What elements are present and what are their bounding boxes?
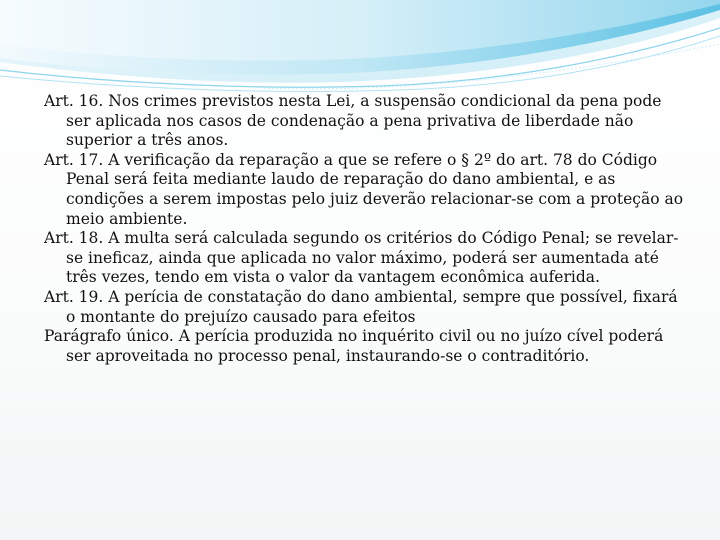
article-19-paragraph: Art. 19. A perícia de constatação do dano ambiental, sempre que possível, fixará o montante do prejuízo causado para efeitos — [44, 287, 678, 326]
paragrafo-unico-paragraph: Parágrafo único. A perícia produzida no inquérito civil ou no juízo cível poderá ser aproveitada no processo penal, instaurando-se o contraditório. — [44, 327, 664, 365]
article-16-paragraph: Art. 16. Nos crimes previstos nesta Lei, a suspensão condicional da pena pode ser aplicada nos casos de condenação a pena privativa de liberdade não superior a três anos. — [44, 92, 662, 150]
slide-body — [44, 92, 684, 366]
article-18-paragraph: Art. 18. A multa será calculada segundo os critérios do Código Penal; se revelar-se ineficaz, ainda que aplicada no valor máximo, poderá ser aumentada até três vezes, tendo em vista o valor da vantagem econômica auferida. — [44, 229, 679, 287]
article-17-paragraph: Art. 17. A verificação da reparação a que se refere o § 2º do art. 78 do Código Penal será feita mediante laudo de reparação do dano ambiental, e as condições a serem impostas pelo juiz deverão relacionar-se com a proteção ao meio ambiente. — [44, 150, 684, 228]
header-wave-decoration — [0, 0, 720, 95]
